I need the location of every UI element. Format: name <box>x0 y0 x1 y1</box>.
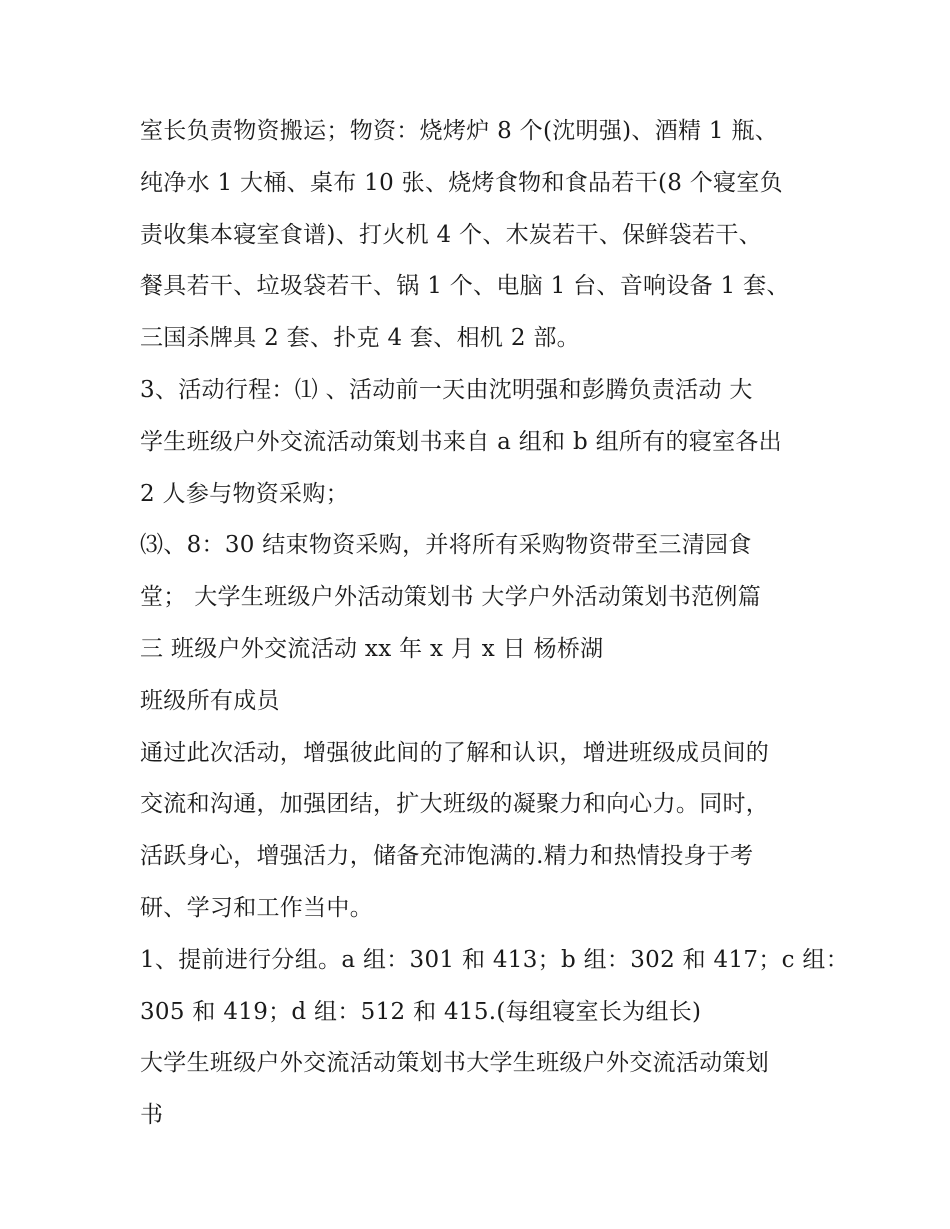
text-line: 2 人参与物资采购； <box>140 480 349 507</box>
text-line: 1、提前进行分组。a 组：301 和 413；b 组：302 和 417；c 组： <box>140 946 850 973</box>
text-line: 三国杀牌具 2 套、扑克 4 套、相机 2 部。 <box>140 325 580 352</box>
text-line: 三 班级户外交流活动 xx 年 x 月 x 日 杨桥湖 <box>140 635 604 662</box>
text-line: 堂； 大学生班级户外活动策划书 大学户外活动策划书范例篇 <box>140 584 762 611</box>
text-line: 书 <box>140 1102 164 1129</box>
text-line: 3、活动行程：⑴ 、活动前一天由沈明强和彭腾负责活动 大 <box>140 376 753 403</box>
text-line: 室长负责物资搬运；物资：烧烤炉 8 个(沈明强)、酒精 1 瓶、 <box>140 118 779 144</box>
text-line: 班级所有成员 <box>140 687 280 714</box>
text-line: 活跃身心，增强活力，储备充沛饱满的.精力和热情投身于考 <box>140 843 754 870</box>
text-line: 305 和 419；d 组：512 和 415.(每组寝室长为组长) <box>140 998 702 1025</box>
text-line: ⑶、8：30 结束物资采购，并将所有采购物资带至三清园食 <box>140 532 752 559</box>
text-line: 学生班级户外交流活动策划书来自 a 组和 b 组所有的寝室各出 <box>140 428 782 455</box>
text-line: 餐具若干、垃圾袋若干、锅 1 个、电脑 1 台、音响设备 1 套、 <box>140 273 790 300</box>
text-line: 责收集本寝室食谱)、打火机 4 个、木炭若干、保鲜袋若干、 <box>140 221 762 248</box>
text-line: 交流和沟通，加强团结，扩大班级的凝聚力和向心力。同时， <box>140 791 770 818</box>
document-body <box>140 106 850 1142</box>
text-line: 纯净水 1 大桶、桌布 10 张、烧烤食物和食品若干(8 个寝室负 <box>140 169 783 196</box>
text-line: 通过此次活动，增强彼此间的了解和认识，增进班级成员间的 <box>140 739 770 766</box>
text-line: 大学生班级户外交流活动策划书大学生班级户外交流活动策划 <box>140 1050 770 1077</box>
text-line: 研、学习和工作当中。 <box>140 894 373 921</box>
